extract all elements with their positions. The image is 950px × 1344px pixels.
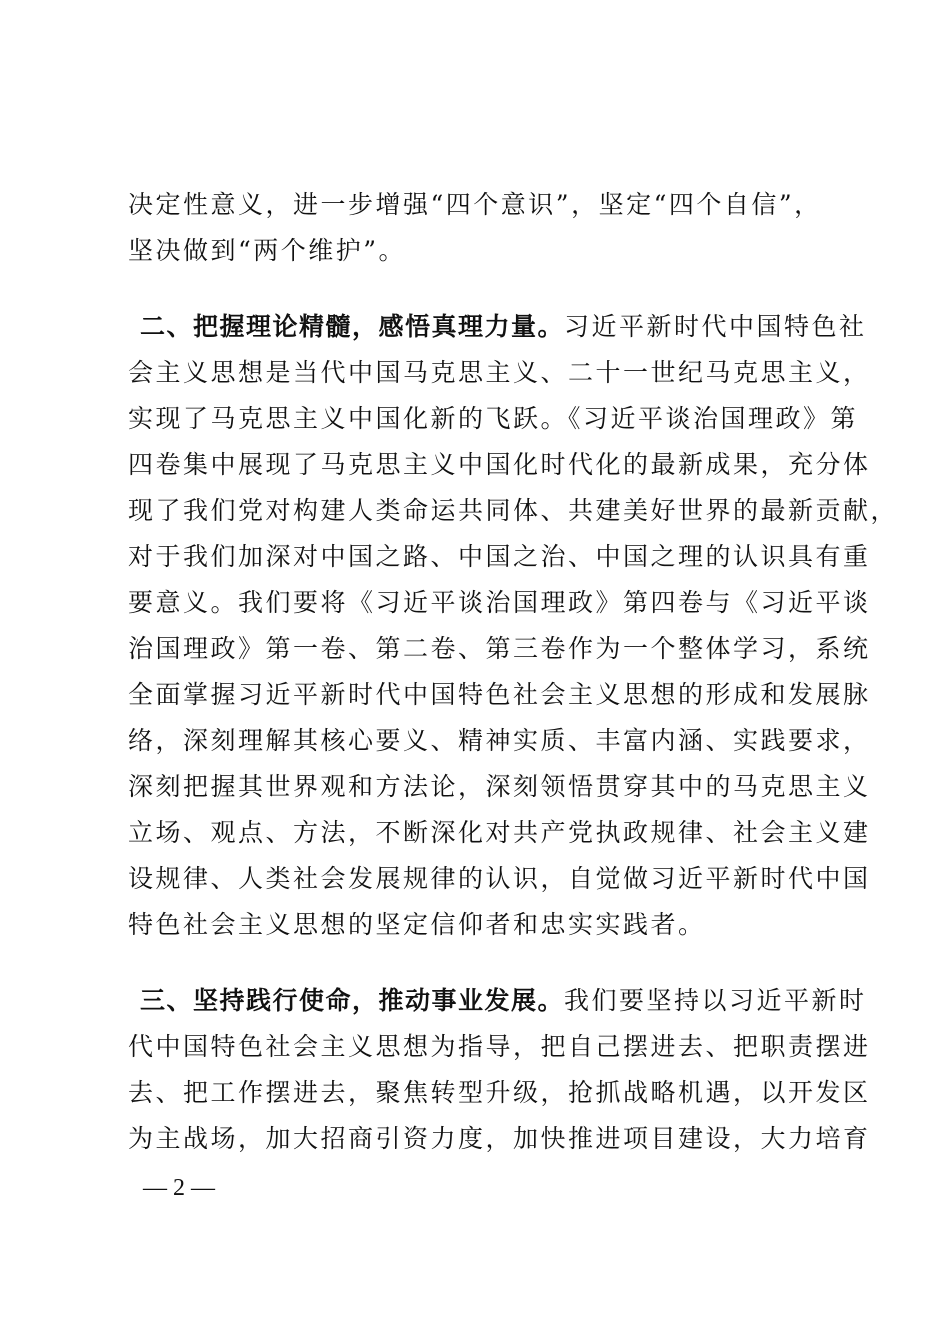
section-heading: 二、把握理论精髓，感悟真理力量。 [140, 312, 565, 341]
paragraph-text: 我们要坚持以习近平新时 [564, 986, 867, 1015]
paragraph-line: 会主义思想是当代中国马克思主义、二十一世纪马克思主义， [128, 358, 871, 387]
paragraph-line: 全面掌握习近平新时代中国特色社会主义思想的形成和发展脉 [128, 680, 871, 709]
paragraph-line: 坚决做到“两个维护”。 [128, 236, 407, 265]
paragraph-line: 治国理政》第一卷、第二卷、第三卷作为一个整体学习，系统 [128, 634, 871, 663]
paragraph-line: 四卷集中展现了马克思主义中国化时代化的最新成果，充分体 [128, 450, 871, 479]
paragraph-line [140, 304, 867, 350]
paragraph-line: 设规律、人类社会发展规律的认识，自觉做习近平新时代中国 [128, 864, 871, 893]
paragraph-line: 对于我们加深对中国之路、中国之治、中国之理的认识具有重 [128, 542, 871, 571]
paragraph-line: 代中国特色社会主义思想为指导，把自己摆进去、把职责摆进 [128, 1032, 871, 1061]
section-heading: 三、坚持践行使命，推动事业发展。 [140, 986, 565, 1015]
page-number: — 2 — [143, 1175, 215, 1201]
paragraph-line: 实现了马克思主义中国化新的飞跃。《习近平谈治国理政》第 [128, 404, 859, 433]
paragraph-line: 为主战场，加大招商引资力度，加快推进项目建设，大力培育 [128, 1124, 871, 1153]
paragraph-line: 去、把工作摆进去，聚焦转型升级，抢抓战略机遇，以开发区 [128, 1078, 871, 1107]
paragraph-line: 络，深刻理解其核心要义、精神实质、丰富内涵、实践要求， [128, 726, 871, 755]
paragraph-line: 立场、观点、方法，不断深化对共产党执政规律、社会主义建 [128, 818, 871, 847]
paragraph-line: 要意义。我们要将《习近平谈治国理政》第四卷与《习近平谈 [128, 588, 871, 617]
paragraph-line: 特色社会主义思想的坚定信仰者和忠实实践者。 [128, 910, 706, 939]
paragraph-line [140, 978, 867, 1024]
paragraph-line: 现了我们党对构建人类命运共同体、共建美好世界的最新贡献， [128, 496, 899, 525]
paragraph-line: 决定性意义，进一步增强“四个意识”，坚定“四个自信”， [128, 190, 822, 219]
paragraph-line: 深刻把握其世界观和方法论，深刻领悟贯穿其中的马克思主义 [128, 772, 871, 801]
paragraph-text: 习近平新时代中国特色社 [564, 312, 867, 341]
